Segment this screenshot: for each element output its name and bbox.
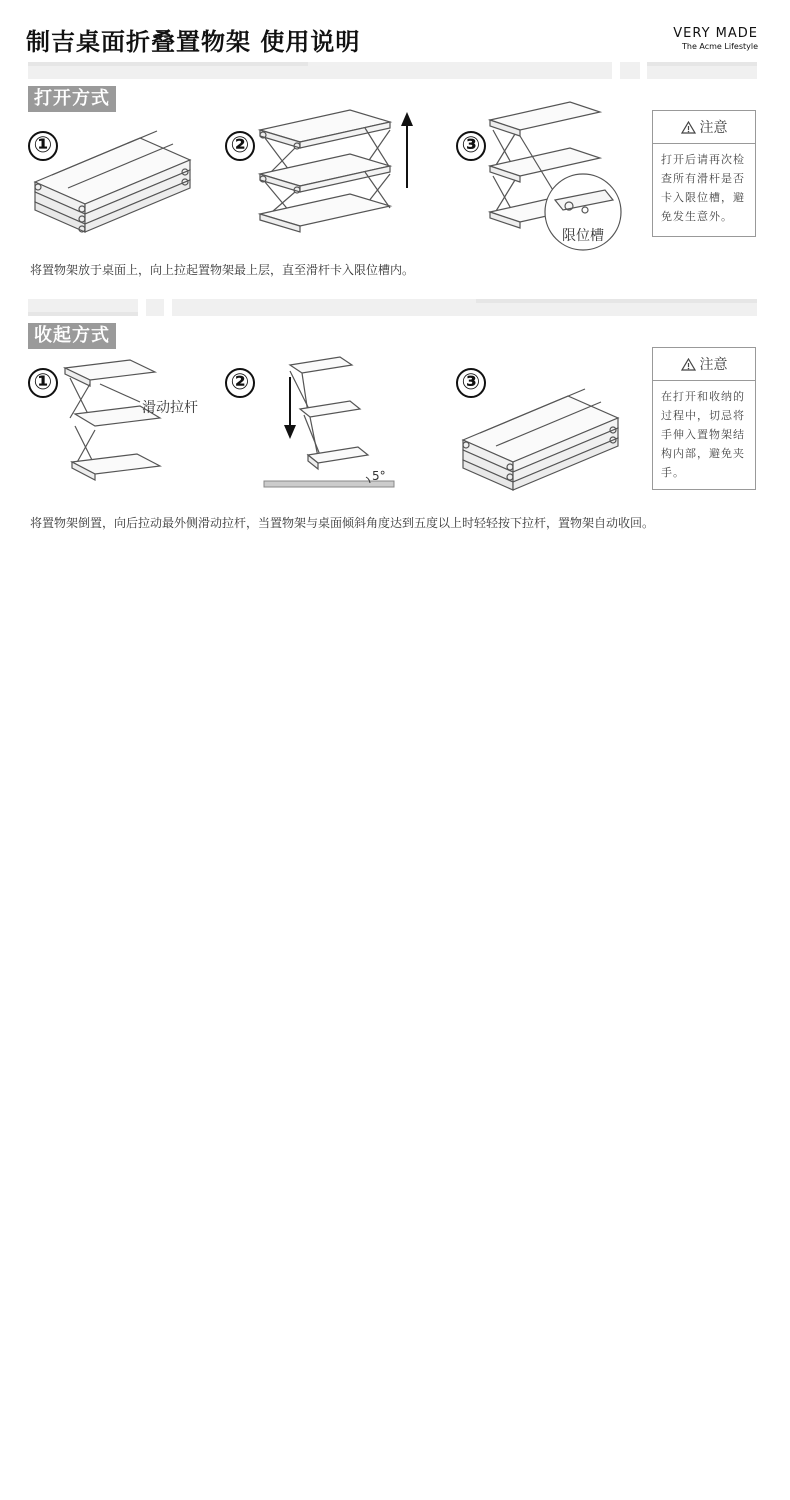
note-text: 在打开和收纳的过程中，切忌将手伸入置物架结构内部，避免夹手。	[661, 390, 745, 479]
divider-bar	[146, 299, 164, 316]
page-title: 制吉桌面折叠置物架 使用说明	[26, 28, 361, 56]
warning-icon	[681, 121, 696, 134]
caption-open: 将置物架放于桌面上，向上拉起置物架最上层，直至滑杆卡入限位槽内。	[30, 263, 415, 277]
divider-strip	[28, 312, 138, 316]
divider-bar	[620, 62, 640, 79]
note-text: 打开后请再次检查所有滑杆是否卡入限位槽，避免发生意外。	[661, 153, 745, 223]
brand-name: VERY MADE	[673, 26, 758, 41]
divider-strip	[28, 62, 308, 66]
section-label-open: 打开方式	[28, 86, 116, 112]
up-arrow-icon	[401, 112, 413, 188]
note-header	[653, 348, 755, 381]
tilt-angle-label: 5°	[372, 469, 386, 483]
brand-tagline: The Acme Lifestyle	[681, 42, 758, 51]
note-box-open	[652, 110, 756, 237]
divider-strip	[476, 299, 757, 303]
illustration-expanding-rack	[255, 108, 420, 233]
brand-logo	[673, 26, 758, 51]
illustration-open-rack	[485, 100, 630, 255]
step-number-3: ③	[456, 131, 486, 161]
note-title: 注意	[699, 120, 728, 136]
down-arrow-icon	[284, 377, 296, 439]
step-number-2: ②	[225, 368, 255, 398]
note-box-close	[652, 347, 756, 490]
section-label-close: 收起方式	[28, 323, 116, 349]
illustration-inverted-rack	[60, 358, 170, 498]
step-number-3: ③	[456, 368, 486, 398]
divider-strip	[647, 62, 757, 66]
note-title: 注意	[699, 357, 728, 373]
caption-close: 将置物架倒置，向后拉动最外侧滑动拉杆，当置物架与桌面倾斜角度达到五度以上时轻轻按下拉杆，置物架自动收回。	[30, 516, 655, 530]
illustration-folded-rack	[30, 130, 195, 235]
step-number-2: ②	[225, 131, 255, 161]
illustration-folded-rack	[458, 388, 628, 493]
callout-limit-slot: 限位槽	[562, 228, 604, 244]
callout-slide-rod: 滑动拉杆	[142, 400, 198, 416]
warning-icon	[681, 358, 696, 371]
note-header	[653, 111, 755, 144]
step-number-1: ①	[28, 368, 58, 398]
step-number-1: ①	[28, 131, 58, 161]
